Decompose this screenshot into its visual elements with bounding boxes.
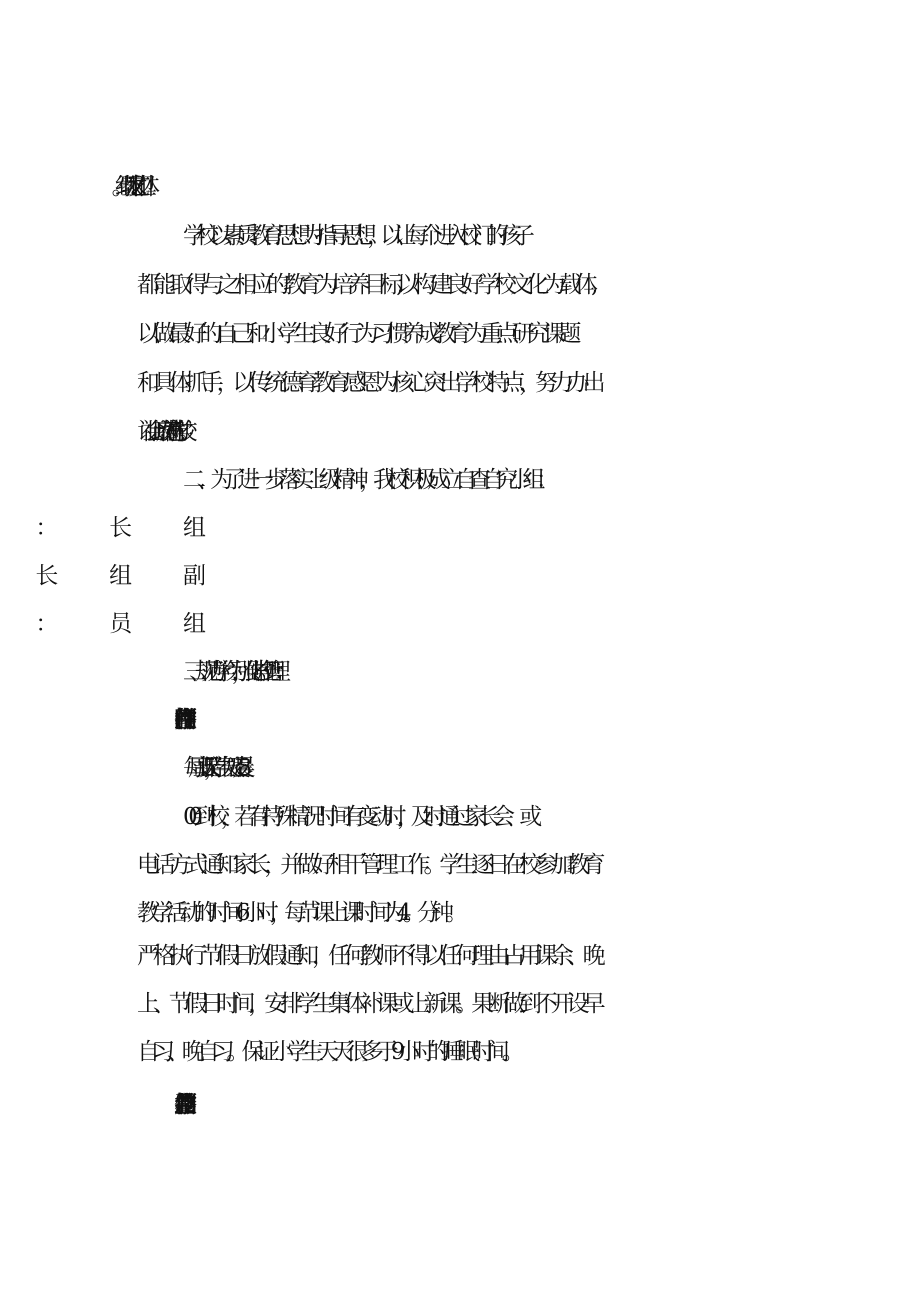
text-line: 教学活动的时间6小时，每节课上课时间为4。分钟。: [137, 900, 460, 926]
text-line: [183, 609, 920, 639]
text-line: [183, 513, 920, 543]
text-line: 以做最好的自己和小学生良好行为习惯养成教育为重点研究课题: [137, 321, 575, 347]
text-line: 二、为了进一步落实上级精神，我校积极成立自查自究小组：: [183, 467, 550, 493]
text-line: 自习、晚自习。保证小学生天天很多于9小时的睡眠时间。: [137, 1039, 517, 1065]
text-line: 电话方式通知家长，并做好相干管理工作。学生逐日在校参加教育: [137, 852, 599, 878]
text-line: 三、规范办学行为，强化常规管理：: [183, 659, 280, 685]
text-line: 都能取得与之相应的教育为培养目标,以构建良好学校文化为载体,: [137, 272, 592, 298]
text-line: 学校以素质教育思想为指导思想，以让每个进入校门的孩子: [183, 223, 526, 249]
text-line: [183, 705, 920, 735]
text-line: 每周上课5天，学生天天凌晨8：: [183, 755, 239, 781]
text-line: 和具体抓手，以传统德育教育感恩为核心突出学校特点，努力办出: [137, 370, 599, 396]
text-line: 00到校，若有特殊情况时间有变动时，及时通过家长会、或: [183, 804, 533, 830]
text-line: [183, 561, 920, 591]
text-line: [183, 1090, 920, 1120]
text-line: 让社会、政府满意的学校。: [137, 419, 182, 445]
text-line: 严格执行节假日放假通知，任何教师不得以任何理由占用课余、晚: [137, 943, 599, 969]
text-line: [137, 172, 920, 202]
text-line: 上、节假日时间，安排学生集体补课或上新课。果断做到不开设早: [137, 991, 599, 1017]
